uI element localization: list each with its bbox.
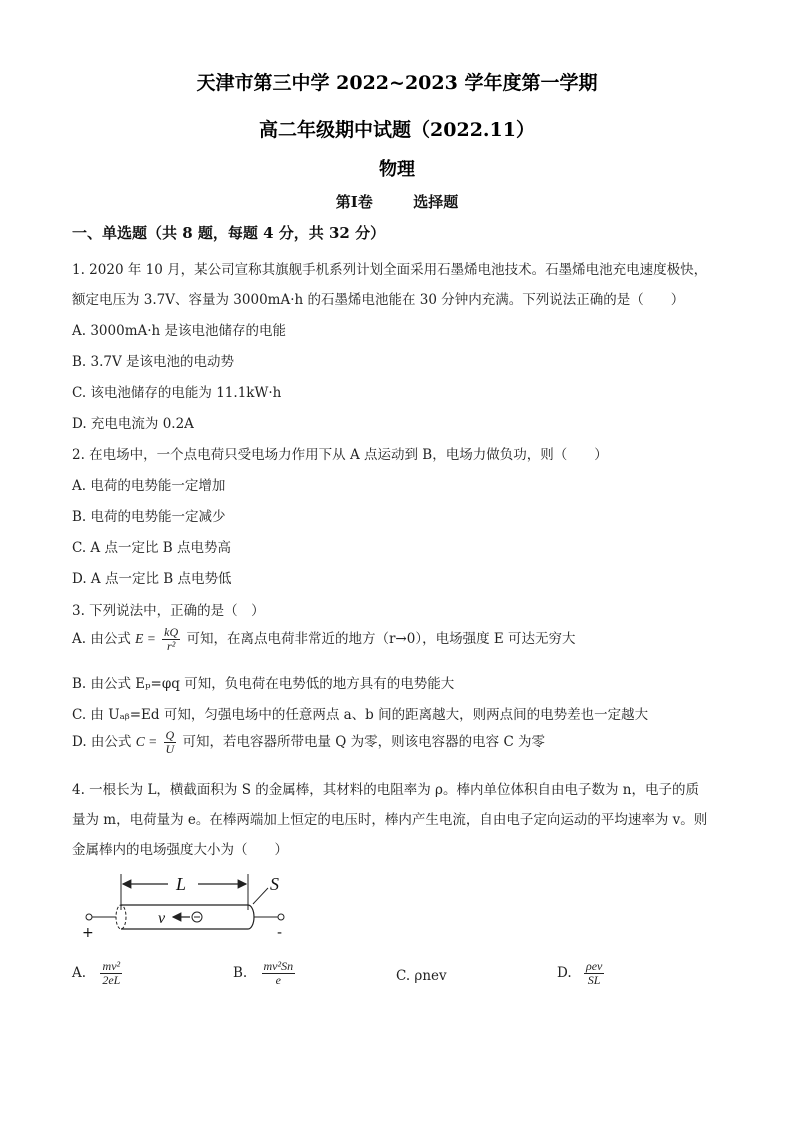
q2-option-b[interactable]: B. 电荷的电势能一定减少	[72, 509, 226, 525]
section-heading: 一、单选题（共 8 题，每题 4 分，共 32 分）	[72, 224, 386, 242]
velocity-label: v	[158, 910, 166, 927]
q2-option-a[interactable]: A. 电荷的电势能一定增加	[72, 478, 226, 494]
q1-option-a[interactable]: A. 3000mA·h 是该电池储存的电能	[72, 323, 287, 339]
q3-d-prefix: D. 由公式	[72, 734, 132, 750]
q4-a-fraction	[100, 960, 122, 987]
q3-d-suffix: 可知，若电容器所带电量 Q 为零，则该电容器的电容 C 为零	[182, 734, 546, 750]
q3-option-c[interactable]: C. 由 Uₐᵦ=Ed 可知，匀强电场中的任意两点 a、b 间的距离越大，则两点间的电势差也一定越大	[72, 707, 649, 723]
q3-option-a[interactable]	[72, 626, 576, 653]
exam-subtitle: 高二年级期中试题（2022.11）	[259, 119, 535, 141]
q2-option-c[interactable]: C. A 点一定比 B 点电势高	[72, 540, 231, 556]
q1-option-b[interactable]: B. 3.7V 是该电池的电动势	[72, 354, 235, 370]
q2-stem: 2. 在电场中，一个点电荷只受电场力作用下从 A 点运动到 B，电场力做负功，则（ ）	[72, 447, 608, 463]
q4-option-b[interactable]	[233, 960, 297, 987]
q4-stem-line1: 4. 一根长为 L，横截面积为 S 的金属棒，其材料的电阻率为 ρ。棒内单位体积自由电子数为 n，电子的质	[72, 782, 699, 798]
minus-terminal-label: -	[277, 925, 283, 940]
q4-d-fraction	[584, 960, 604, 987]
q4-option-a[interactable]	[72, 960, 124, 987]
volume-number: 第Ⅰ卷	[335, 193, 373, 211]
q1-stem-line2: 额定电压为 3.7V、容量为 3000mA·h 的石墨烯电池能在 30 分钟内充满。下列说法正确的是（ ）	[72, 292, 685, 308]
q4-stem-line3: 金属棒内的电场强度大小为（ ）	[72, 842, 288, 858]
q3-a-lhs: E =	[135, 631, 156, 646]
q3-a-fraction	[162, 626, 180, 653]
q3-a-suffix: 可知，在离点电荷非常近的地方（r→0），电场强度 E 可达无穷大	[186, 631, 576, 647]
q3-d-numerator: Q	[165, 728, 175, 742]
q3-a-numerator: kQ	[164, 625, 179, 639]
q3-d-denominator: U	[165, 742, 175, 756]
q1-option-c[interactable]: C. 该电池储存的电能为 11.1kW·h	[72, 385, 282, 401]
q4-b-numerator: mv²Sn	[263, 959, 294, 973]
q3-a-denominator: r²	[167, 639, 176, 653]
q4-b-fraction	[262, 960, 296, 987]
q3-d-lhs: C =	[135, 734, 158, 749]
subject-title: 物理	[379, 159, 415, 180]
q1-stem-line1: 1. 2020 年 10 月，某公司宣称其旗舰手机系列计划全面采用石墨烯电池技术。石墨烯电池充电速度极快，	[72, 262, 708, 278]
q4-option-c[interactable]: C. ρnev	[396, 968, 447, 984]
q4-a-numerator: mv²	[100, 960, 122, 974]
q4-b-label: B.	[233, 965, 248, 981]
metal-rod-figure	[78, 870, 298, 940]
length-label: L	[176, 874, 187, 894]
plus-terminal-label: +	[82, 925, 94, 940]
q2-option-d[interactable]: D. A 点一定比 B 点电势低	[72, 571, 232, 587]
q4-d-numerator: ρev	[585, 959, 603, 973]
q4-d-label: D.	[557, 965, 572, 981]
q4-a-denominator: 2eL	[102, 973, 121, 987]
q4-a-label: A.	[72, 965, 87, 981]
q3-stem: 3. 下列说法中，正确的是（ ）	[72, 603, 265, 619]
q3-option-b[interactable]: B. 由公式 Eₚ=φq 可知，负电荷在电势低的地方具有的电势能大	[72, 676, 455, 692]
q1-option-d[interactable]: D. 充电电流为 0.2A	[72, 416, 194, 432]
q3-option-d[interactable]	[72, 729, 545, 756]
q4-b-denominator: e	[275, 973, 281, 987]
q3-a-prefix: A. 由公式	[72, 631, 131, 647]
q4-d-denominator: SL	[587, 973, 601, 987]
q4-option-d[interactable]	[557, 960, 606, 987]
exam-title: 天津市第三中学 2022~2023 学年度第一学期	[196, 72, 598, 94]
area-label: S	[270, 874, 279, 894]
q4-stem-line2: 量为 m，电荷量为 e。在棒两端加上恒定的电压时，棒内产生电流，自由电子定向运动的平均速率为 v。则	[72, 812, 708, 828]
volume-name: 选择题	[413, 193, 459, 211]
q3-d-fraction	[164, 729, 177, 756]
volume-heading	[0, 191, 794, 212]
